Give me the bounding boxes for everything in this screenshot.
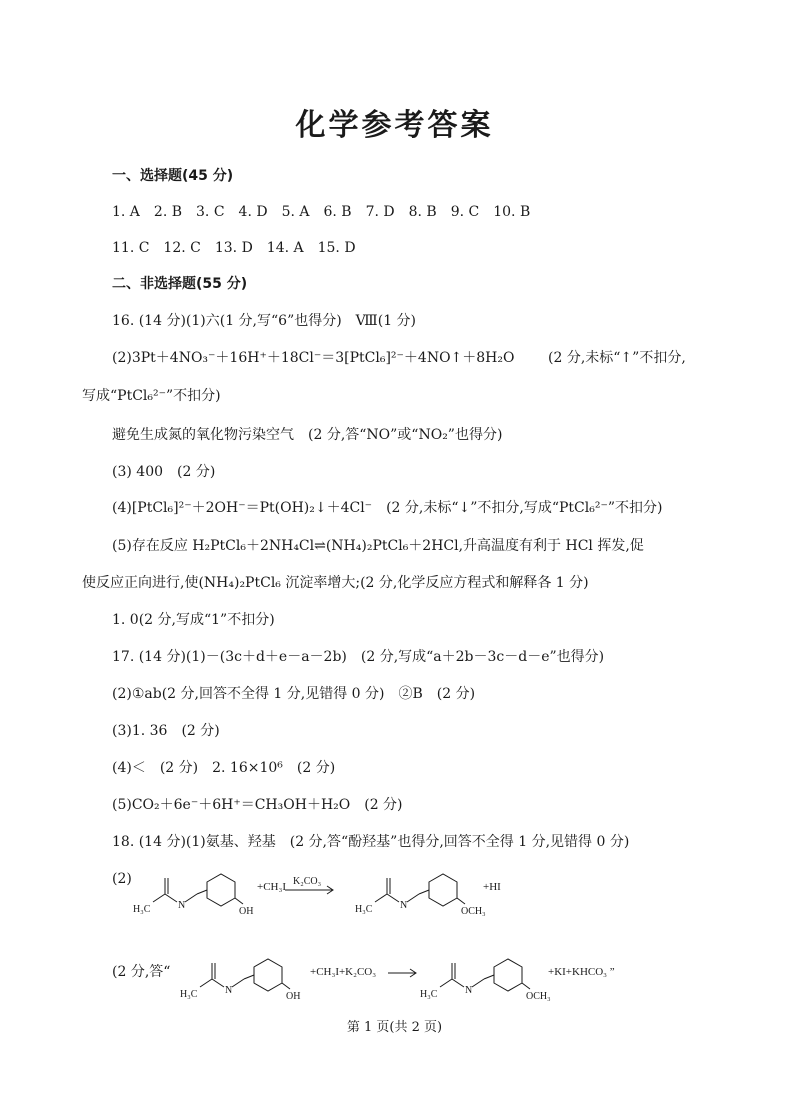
rxn1-sub-methyl: H₃C	[133, 904, 151, 915]
q16-part3: (3) 400 (2 分)	[112, 464, 216, 480]
section1-heading: 一、选择题(45 分)	[112, 168, 234, 184]
q16-part2-note: (2 分,未标“↑”不扣分,	[548, 350, 686, 366]
q17-part4: (4)＜ (2 分) 2. 16×10⁶ (2 分)	[112, 760, 336, 776]
page-title: 化学参考答案	[295, 108, 494, 143]
rxn1-prod-och3: OCH₃	[461, 906, 486, 917]
section2-heading: 二、非选择题(55 分)	[112, 276, 248, 292]
q18-part2-label: (2)	[112, 871, 132, 887]
rxn2-reagents: +CH₃I+K₂CO₃	[310, 966, 377, 978]
q16-part1: 16. (14 分)(1)六(1 分,写“6”也得分) Ⅷ(1 分)	[112, 313, 417, 329]
reaction-scheme-1	[125, 860, 545, 930]
rxn2-prod-och3: OCH₃	[526, 991, 551, 1002]
q16-part5-continued: 使反应正向进行,使(NH₄)₂PtCl₆ 沉淀率增大;(2 分,化学反应方程式和解释各 1 分)	[82, 575, 589, 591]
rxn1-sub-n: N	[178, 900, 186, 911]
rxn1-catalyst: K₂CO₃	[293, 876, 322, 887]
q17-part1: 17. (14 分)(1)－(3c＋d＋e－a－2b) (2 分,写成“a＋2b－3c－d－e”也得分)	[112, 649, 605, 665]
rxn1-prod-n: N	[400, 900, 408, 911]
q16-part2-equation: (2)3Pt＋4NO₃⁻＋16H⁺＋18Cl⁻＝3[PtCl₆]²⁻＋4NO↑＋8H₂O	[112, 350, 515, 366]
answers-row-2: 11. C 12. C 13. D 14. A 15. D	[112, 240, 356, 256]
q18-part1: 18. (14 分)(1)氨基、羟基 (2 分,答“酚羟基”也得分,回答不全得 1 分,见错得 0 分)	[112, 834, 630, 850]
q17-part5: (5)CO₂＋6e⁻＋6H⁺＝CH₃OH＋H₂O (2 分)	[112, 797, 403, 813]
rxn1-reagent: +CH₃I	[257, 881, 286, 893]
rxn2-prod-n: N	[465, 985, 473, 996]
q17-part3: (3)1. 36 (2 分)	[112, 723, 220, 739]
q16-part2-reason: 避免生成氮的氧化物污染空气 (2 分,答“NO”或“NO₂”也得分)	[112, 427, 503, 443]
rxn2-prod-methyl: H₃C	[420, 989, 438, 1000]
q18-part3-prefix: (2 分,答“	[112, 964, 171, 980]
rxn1-prod-methyl: H₃C	[355, 904, 373, 915]
answers-row-1: 1. A 2. B 3. C 4. D 5. A 6. B 7. D 8. B 9. C 10. B	[112, 204, 531, 220]
q16-part4: (4)[PtCl₆]²⁻＋2OH⁻＝Pt(OH)₂↓＋4Cl⁻ (2 分,未标“↓”不扣分,写成“PtCl₆²⁻”不扣分)	[112, 500, 663, 516]
q16-part2-continued: 写成“PtCl₆²⁻”不扣分)	[82, 388, 221, 404]
rxn1-byproduct: +HI	[483, 881, 501, 893]
rxn2-byproducts: +KI+KHCO₃ ”	[548, 966, 615, 978]
q16-part5: (5)存在反应 H₂PtCl₆＋2NH₄Cl⇌(NH₄)₂PtCl₆＋2HCl,升高温度有利于 HCl 挥发,促	[112, 538, 644, 554]
rxn2-sub-n: N	[225, 985, 233, 996]
rxn2-sub-methyl: H₃C	[180, 989, 198, 1000]
rxn1-sub-oh: OH	[239, 906, 254, 917]
rxn2-sub-oh: OH	[286, 991, 301, 1002]
q17-part2: (2)①ab(2 分,回答不全得 1 分,见错得 0 分) ②B (2 分)	[112, 686, 476, 702]
page-footer: 第 1 页(共 2 页)	[346, 1020, 443, 1035]
reaction-scheme-2	[178, 945, 648, 1015]
q16-part6: 1. 0(2 分,写成“1”不扣分)	[112, 612, 275, 628]
